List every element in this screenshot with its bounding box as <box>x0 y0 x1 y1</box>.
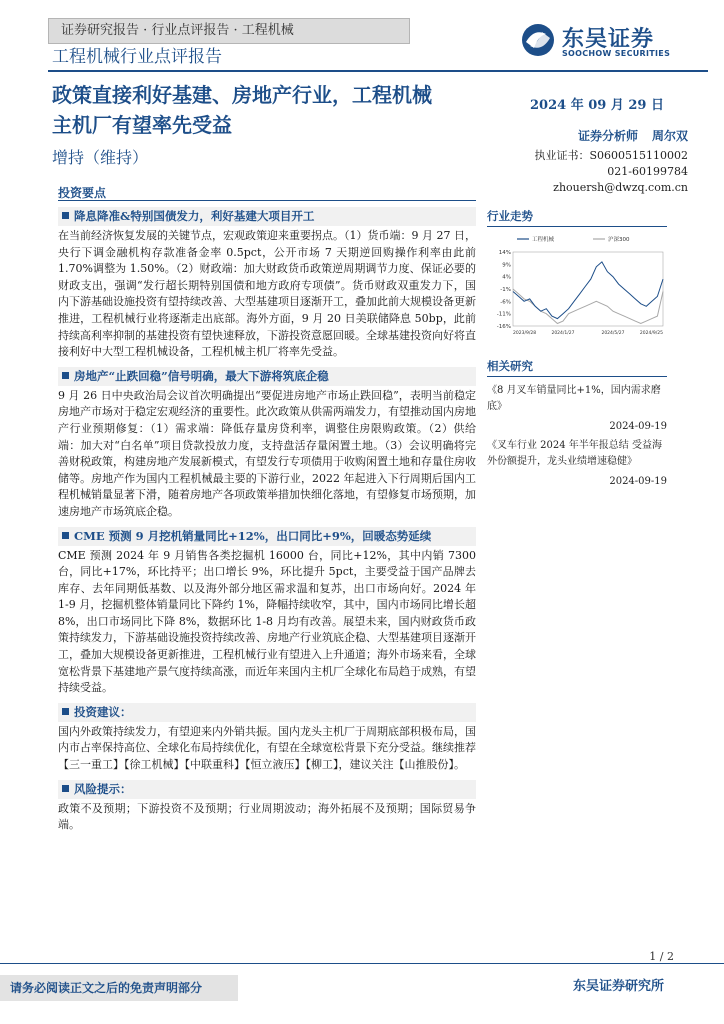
research-heading: 相关研究 <box>487 358 667 377</box>
header-divider <box>48 70 708 72</box>
breadcrumb: 证券研究报告 · 行业点评报告 · 工程机械 <box>48 18 410 44</box>
summary-section <box>58 184 476 840</box>
block-body: 在当前经济恢复发展的关键节点，宏观政策迎来重要拐点。（1）货币端：9 月 27 日，央行下调金融机构存款准备金率 0.5pct，公开市场 7 天期逆回购操作利率由此前 1.70%调整为 1.50%。（2）财政端：加大财政货币政策逆周期调节力度、保证必要的财政支出，强调“发行超长期特别国债和地方政府专项债”。货币财政双重发力下，国内下游基础设施投资有望持续改善、大型基建项目逐渐开工，叠加此前大规模设备更新推进，工程机械行业将逐渐走出底部。海外方面，9 月 20 日美联储降息 50bp，此前持续高利率抑制的基建投资有望快速释放，下游投资意愿回暖。全球基建投资向好将直接利好中大型工程机械设备，工程机械主机厂将率先受益。 <box>58 229 476 359</box>
summary-divider <box>58 200 476 201</box>
logo-text-en: SOOCHOW SECURITIES <box>562 49 671 58</box>
report-date: 2024 年 09 月 29 日 <box>530 98 664 113</box>
research-date: 2024-09-19 <box>609 421 667 432</box>
y-tick-label: 14% <box>498 250 511 256</box>
title-line-2: 主机厂有望率先受益 <box>52 113 232 137</box>
rating: 增持（维持） <box>52 148 149 167</box>
page-number: 1 / 2 <box>649 950 674 963</box>
analyst-name: 周尔双 <box>651 129 688 143</box>
plot-frame <box>513 252 663 326</box>
sidebar <box>487 208 667 487</box>
y-tick-label: 4% <box>502 274 511 281</box>
analyst-email[interactable]: zhouersh@dwzq.com.cn <box>553 181 688 194</box>
footer-org: 东吴证券研究所 <box>572 979 664 994</box>
summary-block <box>58 703 476 774</box>
y-tick-label: -11% <box>496 311 511 318</box>
x-tick-label: 2023/9/28 <box>513 331 537 336</box>
block-heading: CME 预测 9 月挖机销量同比+12%，出口同比+9%，回暖态势延续 <box>58 527 476 546</box>
block-heading: 降息降准&特别国债发力，利好基建大项目开工 <box>58 207 476 226</box>
research-title[interactable]: 《叉车行业 2024 年半年报总结 受益海外份额提升，龙头业绩增速稳健》 <box>487 440 662 467</box>
company-logo <box>520 22 700 62</box>
logo-icon <box>520 22 556 58</box>
research-title[interactable]: 《8 月叉车销量同比+1%，国内需求磨底》 <box>487 385 661 412</box>
block-heading: 风险提示： <box>58 780 476 799</box>
summary-block <box>58 367 476 521</box>
page-title <box>52 80 482 140</box>
block-heading: 房地产“止跌回稳”信号明确，最大下游将筑底企稳 <box>58 367 476 386</box>
y-tick-label: -16% <box>496 324 511 330</box>
analyst-phone: 021-60199784 <box>607 165 688 178</box>
trend-heading: 行业走势 <box>487 208 667 227</box>
block-heading: 投资建议： <box>58 703 476 722</box>
legend-label: 工程机械 <box>532 237 555 243</box>
block-body: 国内外政策持续发力，有望迎来内外销共振。国内龙头主机厂于周期底部积极布局，国内市占率保持高位、全球化布局持续优化，有望在全球宽松背景下充分受益。继续推荐【三一重工】【徐工机械】【中联重科】【恒立液压】【柳工】，建议关注【山推股份】。 <box>58 724 476 772</box>
block-body: 政策不及预期；下游投资不及预期；行业周期波动；海外拓展不及预期；国际贸易争端。 <box>58 801 476 832</box>
footer-divider <box>0 963 724 964</box>
trend-chart <box>487 230 667 340</box>
analyst-title <box>468 128 688 144</box>
disclaimer-note: 请务必阅读正文之后的免责声明部分 <box>0 975 238 1001</box>
block-body: 9 月 26 日中央政治局会议首次明确提出“要促进房地产市场止跌回稳”，表明当前稳定房地产市场对于稳定宏观经济的重要性。此次政策从供需两端发力，有望推动国内房地产行业预期修复：（1）需求端：降低存量房贷利率，调整住房限购政策。（2）供给端：加大对“白名单”项目贷款投放力度，支持盘活存量闲置土地。（3）会议明确将完善财税政策，构建房地产发展新模式，有望发行专项债用于收购闲置土地和存量住房收储等。房地产作为国内工程机械最主要的下游行业，2022 年起进入下行周期后国内工程机械销量显著下滑，随着房地产各项政策举措加快细化落地，有望修复市场预期，加速房地产市场筑底企稳。 <box>58 388 476 518</box>
x-tick-label: 2024/1/27 <box>551 331 575 336</box>
y-tick-label: -1% <box>500 287 511 293</box>
y-tick-label: 9% <box>502 262 511 269</box>
summary-block <box>58 527 476 697</box>
research-date: 2024-09-19 <box>609 476 667 487</box>
report-type: 工程机械行业点评报告 <box>52 47 222 67</box>
related-research <box>487 358 667 487</box>
x-tick-label: 2024/5/27 <box>601 331 625 336</box>
logo-text-cn: 东吴证券 <box>562 27 655 52</box>
summary-block <box>58 207 476 361</box>
summary-block <box>58 780 476 834</box>
block-body: CME 预测 2024 年 9 月销售各类挖掘机 16000 台，同比+12%，其中内销 7300 台，同比+17%，环比持平；出口增长 9%，环比提升 5pct，主要受益于国产品牌去库存、去年同期低基数、以及海外部分地区需求温和复苏，出口市场向好。2024 年 1-9 月，挖掘机整体销量同比下降约 1%，降幅持续收窄，其中，国内市场同比增长超 8%，出口市场同比下降 8%，数据环比 1-8 月均有改善。展望未来，国内财政货币政策持续发力，下游基础设施投资持续改善、房地产行业筑底企稳、大型基建项目逐渐开工，叠加大规模设备更新推进，工程机械行业有望进入上升通道；海外市场来看，全球宽松背景下基建地产景气度持续高涨，而近年来国内主机厂全球化布局趋于成熟，有望持续受益。 <box>58 548 476 695</box>
x-tick-label: 2024/9/25 <box>639 331 663 336</box>
title-line-1: 政策直接利好基建、房地产行业，工程机械 <box>52 83 432 107</box>
summary-heading: 投资要点 <box>58 186 107 200</box>
legend-label: 沪深300 <box>608 237 630 243</box>
analyst-cert: 执业证书：S0600515110002 <box>534 149 688 162</box>
analyst-info <box>468 128 688 196</box>
series-line <box>513 262 663 319</box>
analyst-label: 证券分析师 <box>577 129 638 143</box>
y-tick-label: -6% <box>500 299 511 306</box>
